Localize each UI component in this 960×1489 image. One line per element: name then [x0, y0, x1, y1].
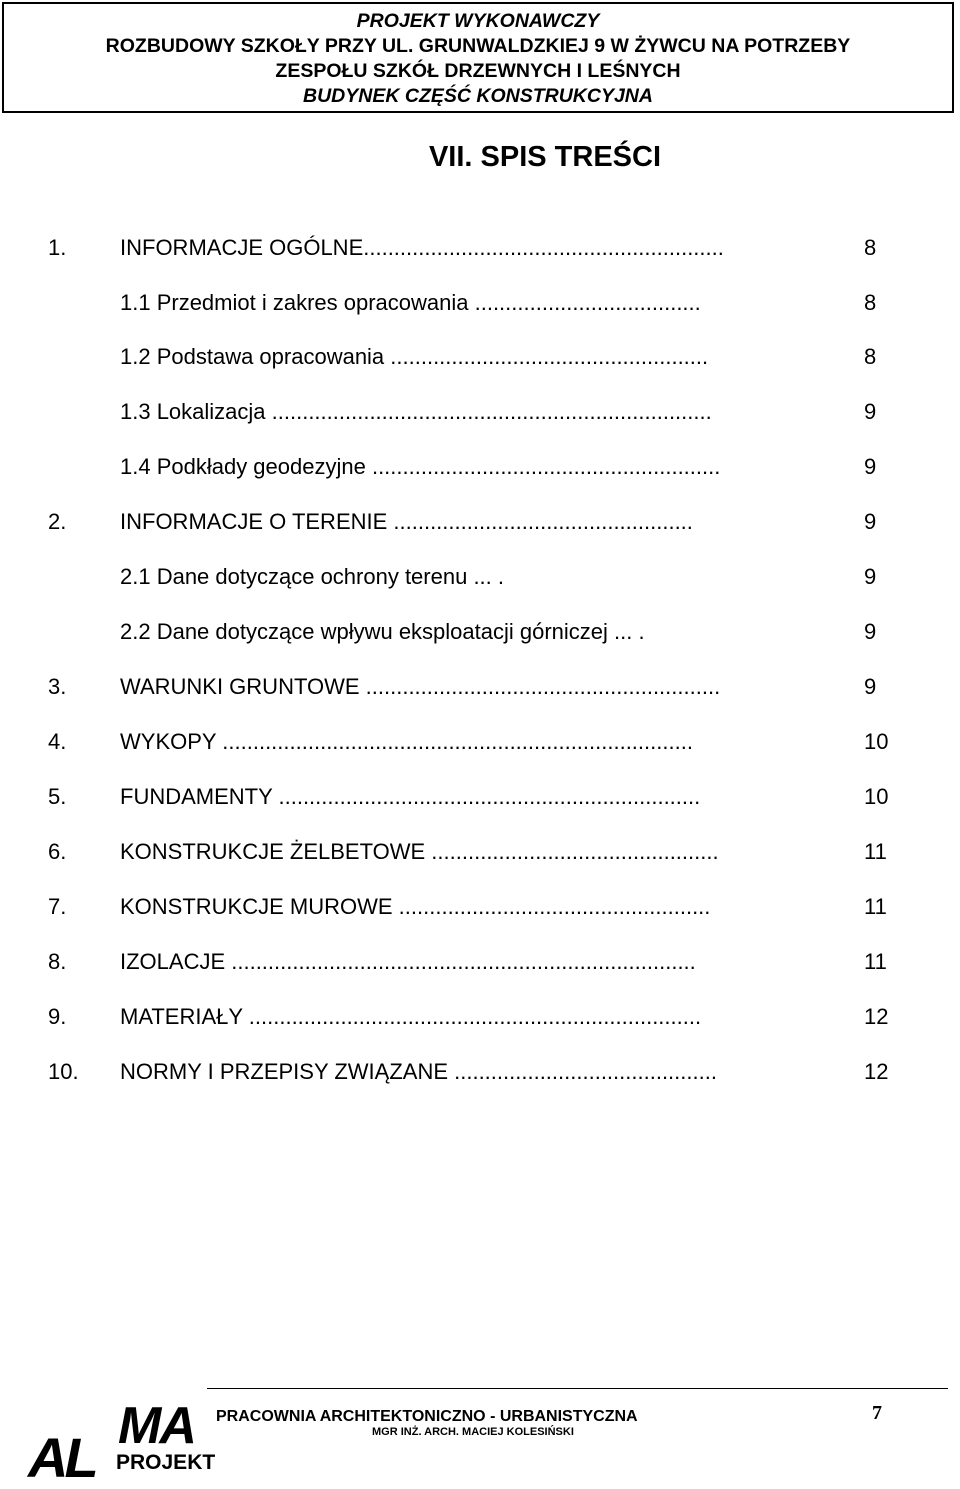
- toc-entry[interactable]: [0, 889, 960, 925]
- toc-entry-label: 1.1 Przedmiot i zakres opracowania .....................................: [120, 290, 701, 315]
- toc-entry-label: INFORMACJE OGÓLNE...........................................................: [120, 235, 724, 260]
- toc-entry-page: 11: [864, 839, 887, 864]
- document-header: [2, 2, 954, 113]
- toc-entry-number: 7.: [48, 894, 67, 919]
- toc-entry-number: 5.: [48, 784, 67, 809]
- toc-entry[interactable]: [0, 669, 960, 705]
- toc-entry-page: 11: [864, 894, 887, 919]
- footer-divider: [207, 1388, 948, 1389]
- toc-entry-label: KONSTRUKCJE ŻELBETOWE ...............................................: [120, 839, 719, 864]
- toc-entry-page: 10: [864, 729, 889, 754]
- toc-entry-number: 6.: [48, 839, 67, 864]
- toc-entry-page: 11: [864, 949, 887, 974]
- header-project-type: PROJEKT WYKONAWCZY: [356, 10, 600, 32]
- toc-entry[interactable]: [0, 724, 960, 760]
- toc-entry[interactable]: [0, 230, 960, 266]
- header-project-title: ROZBUDOWY SZKOŁY PRZY UL. GRUNWALDZKIEJ 9 W ŻYWCU NA POTRZEBY: [105, 35, 851, 57]
- toc-entry-page: 10: [864, 784, 889, 809]
- toc-entry-page: 12: [864, 1059, 889, 1084]
- header-project-subtitle: ZESPOŁU SZKÓŁ DRZEWNYCH I LEŚNYCH: [275, 60, 681, 82]
- toc-entry[interactable]: [0, 614, 960, 650]
- toc-entry-label: 2.2 Dane dotyczące wpływu eksploatacji górniczej ... .: [120, 619, 645, 644]
- toc-entry-page: 8: [864, 235, 877, 260]
- toc-entry[interactable]: [0, 1054, 960, 1090]
- toc-entry-label: 1.3 Lokalizacja ........................................................................: [120, 399, 712, 424]
- toc-entry[interactable]: [0, 559, 960, 595]
- toc-entry-page: 12: [864, 1004, 889, 1029]
- toc-entry-label: NORMY I PRZEPISY ZWIĄZANE ...........................................: [120, 1059, 717, 1084]
- toc-entry-number: 2.: [48, 509, 67, 534]
- toc-entry[interactable]: [0, 999, 960, 1035]
- header-section: BUDYNEK CZĘŚĆ KONSTRUKCYJNA: [303, 85, 653, 107]
- toc-entry-number: 10.: [48, 1059, 79, 1084]
- toc-entry-page: 9: [864, 564, 877, 589]
- toc-entry[interactable]: [0, 285, 960, 321]
- toc-entry[interactable]: [0, 394, 960, 430]
- toc-entry-number: 9.: [48, 1004, 67, 1029]
- toc-entry[interactable]: [0, 339, 960, 375]
- toc-entry-number: 1.: [48, 235, 67, 260]
- logo-al-text: AL: [28, 1426, 95, 1489]
- toc-entry-page: 9: [864, 619, 877, 644]
- toc-entry[interactable]: [0, 834, 960, 870]
- toc-entry-label: IZOLACJE ............................................................................: [120, 949, 696, 974]
- toc-entry[interactable]: [0, 944, 960, 980]
- toc-entry-page: 8: [864, 290, 877, 315]
- toc-entry-page: 8: [864, 344, 877, 369]
- toc-entry-label: INFORMACJE O TERENIE .................................................: [120, 509, 693, 534]
- toc-entry-label: WYKOPY .............................................................................: [120, 729, 693, 754]
- firm-name: PRACOWNIA ARCHITEKTONICZNO - URBANISTYCZNA: [216, 1408, 638, 1425]
- toc-entry-label: 1.2 Podstawa opracowania ....................................................: [120, 344, 709, 369]
- toc-entry-page: 9: [864, 674, 877, 699]
- toc-entry[interactable]: [0, 504, 960, 540]
- toc-entry-number: 8.: [48, 949, 67, 974]
- toc-entry-number: 4.: [48, 729, 67, 754]
- logo-projekt-text: PROJEKT: [116, 1451, 216, 1474]
- toc-entry-page: 9: [864, 399, 877, 424]
- page-title: VII. SPIS TREŚCI: [428, 141, 662, 173]
- page-number: 7: [872, 1402, 882, 1424]
- company-logo: [28, 1397, 218, 1489]
- toc-entry-label: KONSTRUKCJE MUROWE ...................................................: [120, 894, 711, 919]
- toc-entry-label: 1.4 Podkłady geodezyjne .........................................................: [120, 454, 721, 479]
- toc-entry-page: 9: [864, 509, 877, 534]
- logo-ma-text: MA: [118, 1397, 195, 1455]
- firm-person: MGR INŻ. ARCH. MACIEJ KOLESIŃSKI: [372, 1426, 574, 1438]
- toc-entry-number: 3.: [48, 674, 67, 699]
- toc-entry[interactable]: [0, 779, 960, 815]
- toc-entry[interactable]: [0, 449, 960, 485]
- toc-entry-label: MATERIAŁY ..........................................................................: [120, 1004, 702, 1029]
- toc-entry-page: 9: [864, 454, 877, 479]
- toc-entry-label: 2.1 Dane dotyczące ochrony terenu ... .: [120, 564, 505, 589]
- toc-entry-label: FUNDAMENTY .....................................................................: [120, 784, 701, 809]
- toc-entry-label: WARUNKI GRUNTOWE ..........................................................: [120, 674, 721, 699]
